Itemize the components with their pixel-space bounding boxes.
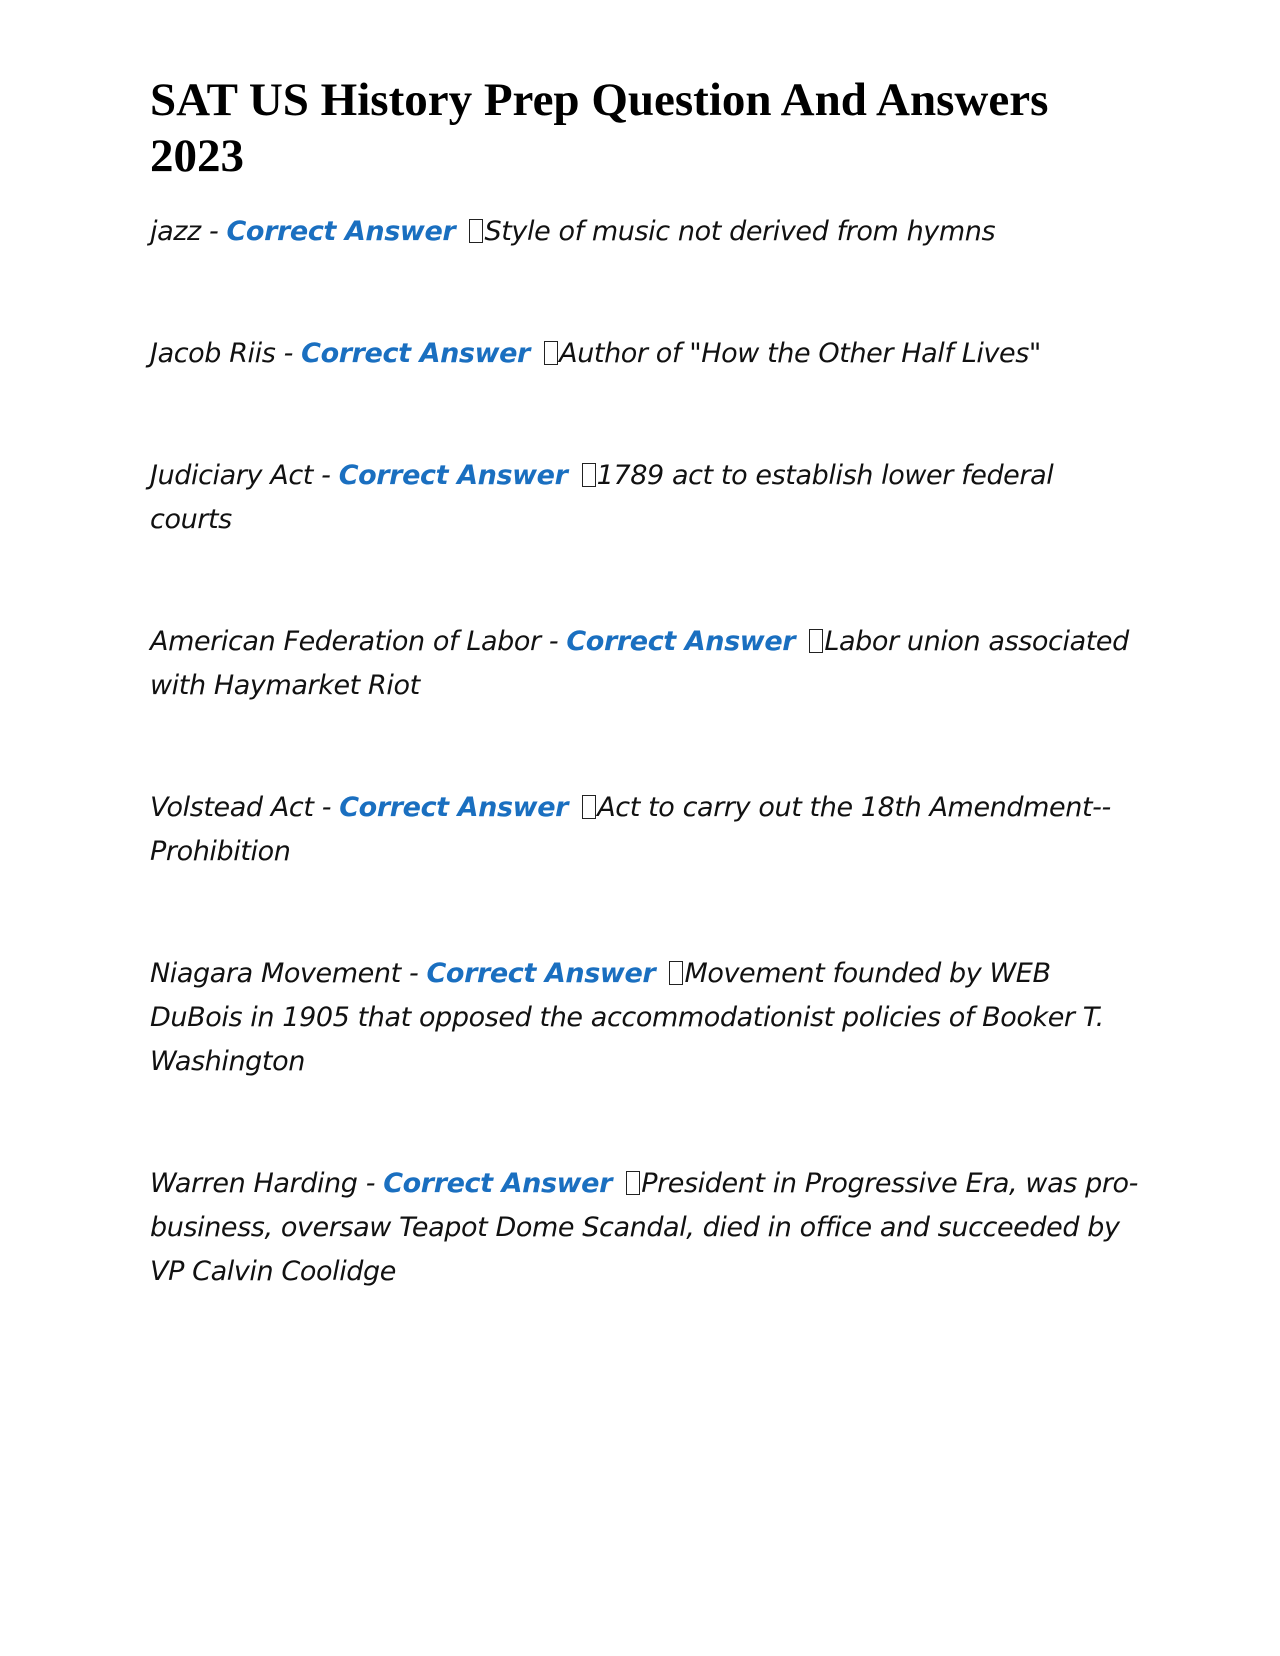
missing-glyph-box-icon — [582, 463, 596, 487]
qa-entry-judiciary-act — [150, 454, 1140, 542]
qa-entry-jacob-riis — [150, 332, 1140, 376]
correct-answer-label: Correct Answer — [383, 1168, 613, 1199]
correct-answer-label: Correct Answer — [338, 460, 568, 491]
definition: Movement founded by WEB DuBois in 1905 that opposed the accommodationist policies of Booker T. Washington — [150, 958, 1104, 1077]
term: Warren Harding — [150, 1168, 358, 1199]
qa-entry-niagara-movement — [150, 952, 1140, 1084]
correct-answer-label: Correct Answer — [339, 792, 569, 823]
document-page — [150, 72, 1140, 1372]
separator: - — [312, 460, 339, 491]
correct-answer-label: Correct Answer — [226, 216, 456, 247]
term: Judiciary Act — [150, 460, 313, 491]
separator: - — [400, 958, 427, 989]
separator: - — [540, 626, 567, 657]
term: American Federation of Labor — [150, 626, 541, 657]
definition: Author of "How the Other Half Lives" — [559, 338, 1041, 369]
term: Niagara Movement — [150, 958, 401, 989]
missing-glyph-box-icon — [469, 219, 483, 243]
qa-entry-american-federation-of-labor — [150, 620, 1140, 708]
qa-entry-jazz — [150, 210, 1140, 254]
correct-answer-label: Correct Answer — [301, 338, 530, 369]
definition: 1789 act to establish lower federal courts — [150, 460, 1054, 535]
correct-answer-label: Correct Answer — [426, 958, 656, 989]
missing-glyph-box-icon — [809, 629, 823, 653]
missing-glyph-box-icon — [626, 1171, 640, 1195]
missing-glyph-box-icon — [669, 961, 683, 985]
qa-entry-warren-harding — [150, 1162, 1140, 1294]
document-title: SAT US History Prep Question And Answers 2023 — [150, 74, 1049, 182]
definition: Style of music not derived from hymns — [484, 216, 996, 247]
qa-entry-volstead-act — [150, 786, 1140, 874]
definition: Labor union associated with Haymarket Riot — [150, 626, 1129, 701]
separator: - — [275, 338, 302, 369]
correct-answer-label: Correct Answer — [566, 626, 796, 657]
term: jazz — [150, 216, 201, 247]
definition: Act to carry out the 18th Amendment--Prohibition — [150, 792, 1111, 867]
term: Volstead Act — [150, 792, 314, 823]
missing-glyph-box-icon — [544, 341, 558, 365]
separator: - — [313, 792, 340, 823]
definition: President in Progressive Era, was pro-business, oversaw Teapot Dome Scandal, died in office and succeeded by VP Calvin Coolidge — [150, 1168, 1139, 1287]
term: Jacob Riis — [150, 338, 276, 369]
separator: - — [357, 1168, 384, 1199]
missing-glyph-box-icon — [582, 795, 596, 819]
separator: - — [200, 216, 227, 247]
